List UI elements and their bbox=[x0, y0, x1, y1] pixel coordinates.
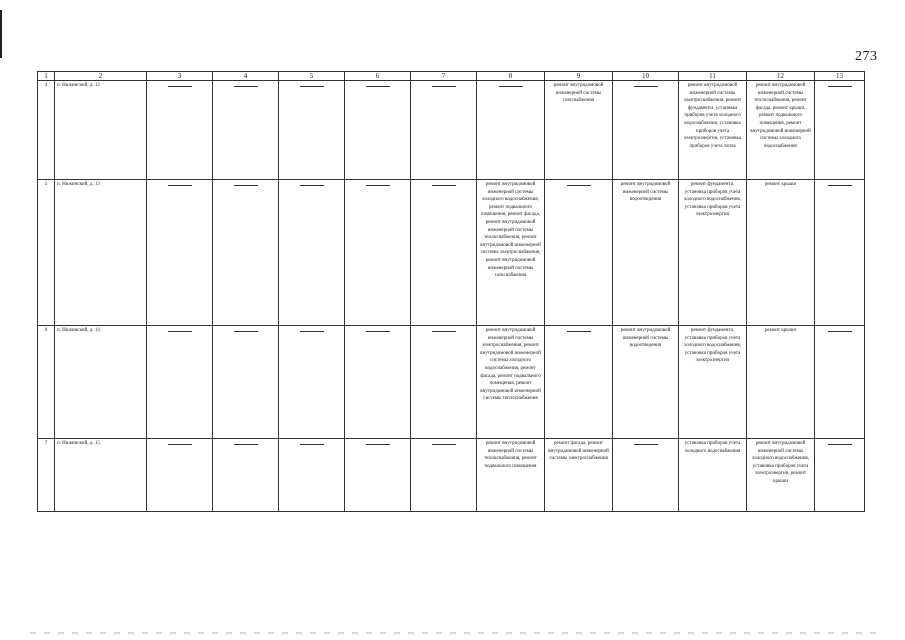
empty-dash-cell bbox=[345, 326, 411, 439]
dash-mark bbox=[168, 86, 192, 87]
dash-mark bbox=[234, 331, 258, 332]
empty-dash-cell bbox=[411, 439, 477, 512]
row-number: 5 bbox=[38, 180, 55, 326]
dash-mark bbox=[567, 185, 591, 186]
dash-mark bbox=[300, 185, 324, 186]
empty-dash-cell bbox=[815, 326, 865, 439]
dash-mark bbox=[432, 185, 456, 186]
empty-dash-cell bbox=[613, 439, 679, 512]
header-cell: 1 bbox=[38, 72, 55, 81]
address-cell: п. Нижинский, д. 14 bbox=[55, 326, 147, 439]
header-cell: 10 bbox=[613, 72, 679, 81]
header-cell: 2 bbox=[55, 72, 147, 81]
dash-mark bbox=[168, 331, 192, 332]
table-row bbox=[38, 439, 865, 512]
dash-mark bbox=[828, 331, 852, 332]
work-description-cell: ремонт внутридомовой инженерной системы газоснабжения bbox=[545, 81, 613, 180]
header-cell: 9 bbox=[545, 72, 613, 81]
work-description-cell: ремонт внутридомовой инженерной системы водоотведения bbox=[613, 180, 679, 326]
page-number: 273 bbox=[855, 49, 878, 64]
dash-mark bbox=[499, 86, 523, 87]
dash-mark bbox=[366, 185, 390, 186]
empty-dash-cell bbox=[147, 439, 213, 512]
empty-dash-cell bbox=[279, 180, 345, 326]
header-cell: 6 bbox=[345, 72, 411, 81]
dash-mark bbox=[634, 444, 658, 445]
work-description-cell: ремонт внутридомовой инженерной системы теплоснабжения, ремонт фасада, ремонт крыши, ремонт подвального помещения, ремонт внутридомовой инженерной системы холодного водоснабжения bbox=[747, 81, 815, 180]
row-number: 4 bbox=[38, 81, 55, 180]
address-cell: п. Нижинский, д. 13 bbox=[55, 180, 147, 326]
dash-mark bbox=[168, 185, 192, 186]
header-cell: 4 bbox=[213, 72, 279, 81]
row-number: 6 bbox=[38, 326, 55, 439]
header-cell: 8 bbox=[477, 72, 545, 81]
dash-mark bbox=[366, 331, 390, 332]
empty-dash-cell bbox=[411, 81, 477, 180]
empty-dash-cell bbox=[147, 81, 213, 180]
dash-mark bbox=[634, 86, 658, 87]
header-cell: 3 bbox=[147, 72, 213, 81]
address-cell: п. Нижинский, д. 15 bbox=[55, 439, 147, 512]
header-cell: 7 bbox=[411, 72, 477, 81]
empty-dash-cell bbox=[213, 439, 279, 512]
table-row bbox=[38, 81, 865, 180]
scan-noise bbox=[30, 632, 880, 634]
empty-dash-cell bbox=[613, 81, 679, 180]
work-description-cell: ремонт фундамента, установка приборов учета холодного водоснабжения, установка приборов учета электроэнергии bbox=[679, 180, 747, 326]
repair-schedule-table bbox=[37, 71, 865, 512]
work-description-cell: ремонт внутридомовой инженерной системы теплоснабжения, ремонт подвального помещения bbox=[477, 439, 545, 512]
dash-mark bbox=[168, 444, 192, 445]
empty-dash-cell bbox=[213, 81, 279, 180]
dash-mark bbox=[300, 444, 324, 445]
empty-dash-cell bbox=[279, 81, 345, 180]
header-cell: 11 bbox=[679, 72, 747, 81]
empty-dash-cell bbox=[213, 326, 279, 439]
empty-dash-cell bbox=[279, 326, 345, 439]
work-description-cell: установка приборов учета холодного водоснабжения bbox=[679, 439, 747, 512]
work-description-cell: ремонт внутридомовой инженерной системы холодного водоснабжения, ремонт подвального помещения, ремонт фасада, ремонт внутридомовой инженерной системы теплоснабжения, ремонт внутридомовой инженерной системы электроснабжения, ремонт внутридомовой инженерной системы газоснабжения bbox=[477, 180, 545, 326]
empty-dash-cell bbox=[815, 81, 865, 180]
empty-dash-cell bbox=[345, 439, 411, 512]
empty-dash-cell bbox=[345, 81, 411, 180]
work-description-cell: ремонт крыши bbox=[747, 326, 815, 439]
header-cell: 13 bbox=[815, 72, 865, 81]
work-description-cell: ремонт крыши bbox=[747, 180, 815, 326]
scan-margin-mark bbox=[0, 10, 2, 58]
work-description-cell: ремонт фундамента, установка приборов учета холодного водоснабжения, установка приборов учета электроэнергии bbox=[679, 326, 747, 439]
dash-mark bbox=[567, 331, 591, 332]
empty-dash-cell bbox=[411, 180, 477, 326]
work-description-cell: ремонт внутридомовой инженерной системы холодного водоснабжения, установка приборов учета электроэнергии, ремонт крыши bbox=[747, 439, 815, 512]
column-number-header bbox=[38, 72, 865, 81]
empty-dash-cell bbox=[213, 180, 279, 326]
dash-mark bbox=[234, 444, 258, 445]
dash-mark bbox=[234, 185, 258, 186]
dash-mark bbox=[234, 86, 258, 87]
empty-dash-cell bbox=[147, 180, 213, 326]
dash-mark bbox=[828, 185, 852, 186]
work-description-cell: ремонт внутридомовой инженерной системы электроснабжения, ремонт фундамента, установка приборов учета холодного водоснабжения, установка приборов учета электроэнергии, установка приборов учета тепла bbox=[679, 81, 747, 180]
dash-mark bbox=[366, 86, 390, 87]
empty-dash-cell bbox=[147, 326, 213, 439]
dash-mark bbox=[432, 86, 456, 87]
dash-mark bbox=[828, 444, 852, 445]
work-description-cell: ремонт фасада, ремонт внутридомовой инженерной системы электроснабжения bbox=[545, 439, 613, 512]
empty-dash-cell bbox=[279, 439, 345, 512]
empty-dash-cell bbox=[477, 81, 545, 180]
dash-mark bbox=[432, 331, 456, 332]
dash-mark bbox=[366, 444, 390, 445]
dash-mark bbox=[828, 86, 852, 87]
address-cell: п. Нижинский, д. 12 bbox=[55, 81, 147, 180]
dash-mark bbox=[300, 86, 324, 87]
empty-dash-cell bbox=[815, 180, 865, 326]
empty-dash-cell bbox=[545, 326, 613, 439]
empty-dash-cell bbox=[345, 180, 411, 326]
row-number: 7 bbox=[38, 439, 55, 512]
dash-mark bbox=[432, 444, 456, 445]
table-row bbox=[38, 180, 865, 326]
dash-mark bbox=[300, 331, 324, 332]
table-row bbox=[38, 326, 865, 439]
header-cell: 5 bbox=[279, 72, 345, 81]
work-description-cell: ремонт внутридомовой инженерной системы электроснабжения, ремонт внутридомовой инженерной системы холодного водоснабжения, ремонт фасада, ремонт подвального помещения, ремонт внутридомовой инженерной системы теплоснабжения bbox=[477, 326, 545, 439]
empty-dash-cell bbox=[815, 439, 865, 512]
header-cell: 12 bbox=[747, 72, 815, 81]
empty-dash-cell bbox=[545, 180, 613, 326]
work-description-cell: ремонт внутридомовой инженерной системы водоотведения bbox=[613, 326, 679, 439]
empty-dash-cell bbox=[411, 326, 477, 439]
